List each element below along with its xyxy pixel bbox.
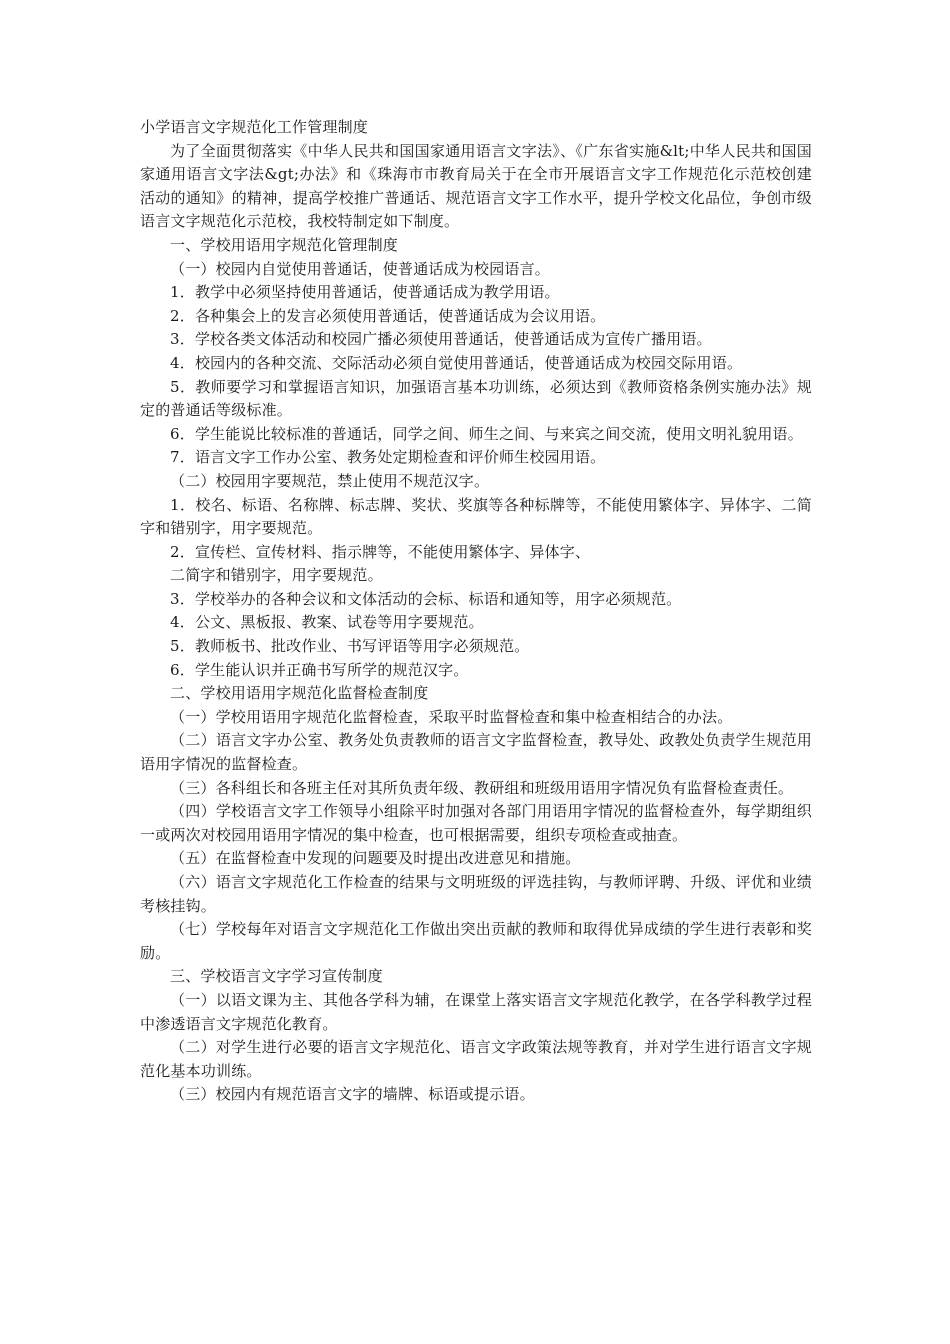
paragraph: 二、学校用语用字规范化监督检查制度: [170, 684, 429, 703]
paragraph: （三）校园内有规范语言文字的墙牌、标语或提示语。: [170, 1085, 535, 1104]
paragraph: 为了全面贯彻落实《中华人民共和国国家通用语言文字法》、《广东省实施&lt;中华人民共和国国家通用语言文字法&gt;办法》和《珠海市市教育局关于在全市开展语言文字工作规范化示范校创建活动的通知》的精神，提高学校推广普通话、规范语言文字工作水平，提升学校文化品位，争创市级语言文字规范化示范校，我校特制定如下制度。: [140, 141, 812, 231]
paragraph: 3．学校举办的各种会议和文体活动的会标、标语和通知等，用字必须规范。: [170, 589, 682, 608]
paragraph: 7．语言文字工作办公室、教务处定期检查和评价师生校园用语。: [170, 448, 606, 467]
paragraph: （一）以语文课为主、其他各学科为辅，在课堂上落实语言文字规范化教学，在各学科教学过程中渗透语言文字规范化教育。: [140, 990, 812, 1033]
paragraph: 1．校名、标语、名称牌、标志牌、奖状、奖旗等各种标牌等，不能使用繁体字、异体字、二简字和错别字，用字要规范。: [140, 495, 812, 538]
paragraph: 6．学生能认识并正确书写所学的规范汉字。: [170, 660, 469, 679]
paragraph: 三、学校语言文字学习宣传制度: [170, 967, 383, 986]
paragraph: 6．学生能说比较标准的普通话，同学之间、师生之间、与来宾之间交流，使用文明礼貌用语。: [170, 424, 803, 443]
paragraph: 二简字和错别字，用字要规范。: [170, 566, 383, 585]
paragraph: （二）语言文字办公室、教务处负责教师的语言文字监督检查，教导处、政教处负责学生规范用语用字情况的监督检查。: [140, 731, 812, 774]
paragraph: 一、学校用语用字规范化管理制度: [170, 235, 399, 254]
document-title: 小学语言文字规范化工作管理制度: [140, 118, 369, 136]
paragraph: （二）对学生进行必要的语言文字规范化、语言文字政策法规等教育，并对学生进行语言文字规范化基本功训练。: [140, 1038, 812, 1080]
paragraph: 1．教学中必须坚持使用普通话，使普通话成为教学用语。: [170, 283, 560, 302]
paragraph: （六）语言文字规范化工作检查的结果与文明班级的评选挂钩，与教师评聘、升级、评优和业绩考核挂钩。: [140, 873, 812, 915]
paragraph: （二）校园用字要规范，禁止使用不规范汉字。: [170, 471, 490, 490]
paragraph: 4．公文、黑板报、教案、试卷等用字要规范。: [170, 613, 484, 632]
paragraph: （七）学校每年对语言文字规范化工作做出突出贡献的教师和取得优异成绩的学生进行表彰和奖励。: [140, 920, 812, 962]
paragraph: 3．学校各类文体活动和校园广播必须使用普通话，使普通话成为宣传广播用语。: [170, 330, 712, 349]
document-body: [140, 116, 812, 1107]
paragraph: 2．宣传栏、宣传材料、指示牌等，不能使用繁体字、异体字、: [170, 542, 591, 561]
paragraph: （四）学校语言文字工作领导小组除平时加强对各部门用语用字情况的监督检查外，每学期组织一或两次对校园用语用字情况的集中检查，也可根据需要，组织专项检查或抽查。: [140, 802, 812, 844]
paragraph: 4．校园内的各种交流、交际活动必须自觉使用普通话，使普通话成为校园交际用语。: [170, 353, 743, 372]
paragraph: 5．教师要学习和掌握语言知识，加强语言基本功训练，必须达到《教师资格条例实施办法》规定的普通话等级标准。: [140, 377, 812, 420]
paragraph: （一）校园内自觉使用普通话，使普通话成为校园语言。: [170, 259, 551, 278]
paragraph-list: [140, 140, 812, 1107]
paragraph: （一）学校用语用字规范化监督检查，采取平时监督检查和集中检查相结合的办法。: [170, 707, 733, 726]
paragraph: 2．各种集会上的发言必须使用普通话，使普通话成为会议用语。: [170, 306, 606, 325]
paragraph: （五）在监督检查中发现的问题要及时提出改进意见和措施。: [170, 849, 581, 868]
paragraph: （三）各科组长和各班主任对其所负责年级、教研组和班级用语用字情况负有监督检查责任。: [170, 778, 794, 797]
paragraph: 5．教师板书、批改作业、书写评语等用字必须规范。: [170, 637, 530, 656]
